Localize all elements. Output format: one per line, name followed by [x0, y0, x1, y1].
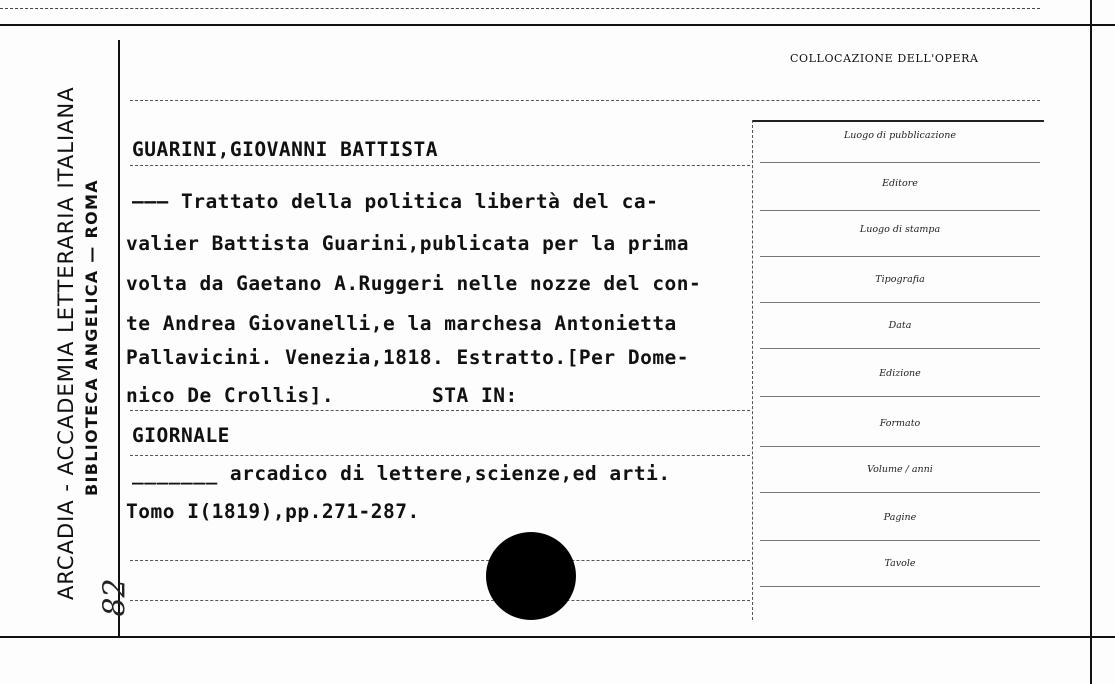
field-edition: Edizione [879, 368, 921, 379]
author-heading: GUARINI,GIOVANNI BATTISTA [132, 138, 438, 161]
field-rule [760, 446, 1040, 447]
field-pages: Pagine [883, 512, 917, 523]
field-publisher: Editore [882, 178, 918, 189]
top-edge-trace [0, 8, 1040, 9]
field-rule [760, 586, 1040, 587]
field-rule [760, 492, 1040, 493]
field-rule [760, 540, 1040, 541]
field-place-of-publication: Luogo di pubblicazione [843, 130, 957, 141]
stamp-library: BIBLIOTECA ANGELICA — ROMA [82, 179, 101, 496]
title-line-4: te Andrea Giovanelli,e la marchesa Antonietta [126, 312, 677, 335]
field-volume: Volume / anni [867, 464, 933, 475]
library-stamp [52, 86, 104, 600]
title-line-2: valier Battista Guarini,publicata per la prima [126, 232, 690, 255]
in-line: _______ arcadico di lettere,scienze,ed arti. [132, 462, 671, 485]
field-rule [760, 302, 1040, 303]
title-line-6: nico De Crollis]. STA IN: [126, 384, 518, 407]
guide-rule [130, 410, 750, 411]
bottom-border [0, 636, 1115, 638]
field-rule [760, 162, 1040, 163]
field-rule [760, 396, 1040, 397]
right-column-divider [752, 120, 753, 620]
right-border [1090, 0, 1092, 684]
field-date: Data [888, 320, 912, 331]
collocation-header: COLLOCAZIONE DELL'OPERA [790, 52, 979, 65]
field-rule [760, 256, 1040, 257]
title-line-3: volta da Gaetano A.Ruggeri nelle nozze del con- [126, 272, 702, 295]
top-border [0, 24, 1115, 26]
left-margin-line [118, 40, 120, 636]
guide-rule [130, 100, 1040, 101]
field-plates: Tavole [884, 558, 916, 569]
title-line-1: ——— Trattato della politica libertà del ca- [132, 190, 659, 213]
field-format: Formato [879, 418, 921, 429]
guide-rule [130, 455, 750, 456]
handwritten-number: 82 [97, 578, 133, 617]
field-place-of-printing: Luogo di stampa [859, 224, 941, 235]
guide-rule [130, 600, 750, 601]
stamp-academy: ARCADIA - ACCADEMIA LETTERARIA ITALIANA [54, 86, 78, 600]
volume-line: Tomo I(1819),pp.271-287. [126, 500, 420, 523]
field-rule [760, 348, 1040, 349]
in-heading: GIORNALE [132, 424, 230, 447]
guide-rule [130, 560, 750, 561]
field-rule [760, 210, 1040, 211]
field-printer: Tipografia [875, 274, 925, 285]
punch-hole-blot [486, 532, 576, 620]
guide-rule [130, 165, 750, 166]
title-line-5: Pallavicini. Venezia,1818. Estratto.[Per Dome- [126, 346, 690, 369]
right-column-top-line [752, 120, 1044, 122]
